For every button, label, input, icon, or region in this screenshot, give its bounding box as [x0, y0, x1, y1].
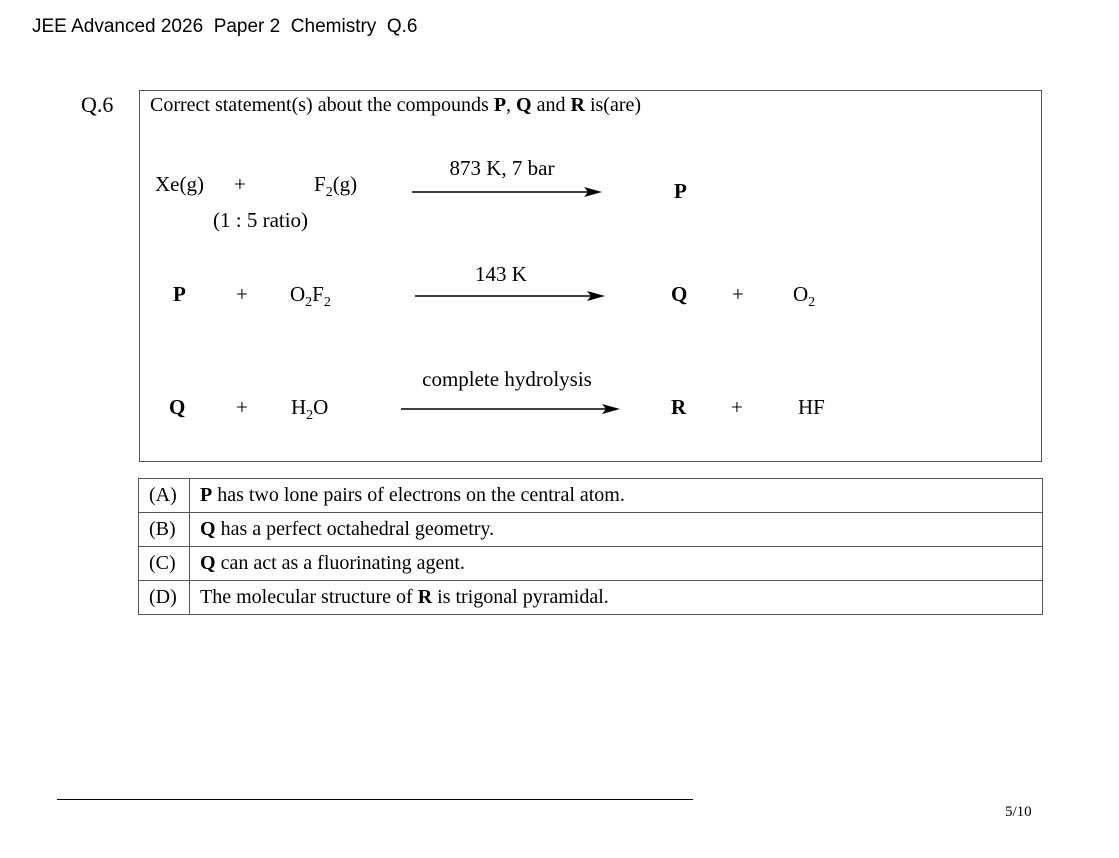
option-label: (B) — [139, 513, 190, 547]
option-row-a[interactable] — [139, 479, 1043, 513]
product-o2: $O_2$ — [793, 282, 816, 311]
option-text: Q can act as a fluorinating agent. — [190, 547, 1043, 581]
reaction-arrow-1 — [412, 185, 604, 199]
reaction-condition-1: 873 K, 7 bar — [449, 156, 555, 180]
reactant-xe: Xe(g) — [155, 172, 204, 196]
option-text: P has two lone pairs of electrons on the central atom. — [190, 479, 1043, 513]
footer-rule — [57, 799, 693, 800]
plus-sign: + — [731, 395, 743, 419]
option-label: (C) — [139, 547, 190, 581]
option-label: (D) — [139, 581, 190, 615]
question-stem: Correct statement(s) about the compounds P, Q and R is(are) — [150, 94, 642, 116]
ratio-note: (1 : 5 ratio) — [213, 208, 309, 232]
option-row-c[interactable] — [139, 547, 1043, 581]
option-text: The molecular structure of R is trigonal pyramidal. — [190, 581, 1043, 615]
product-p: P — [674, 179, 687, 203]
option-row-d[interactable] — [139, 581, 1043, 615]
page-number: 5/10 — [1005, 804, 1032, 820]
plus-sign: + — [234, 172, 246, 196]
option-row-b[interactable] — [139, 513, 1043, 547]
option-label: (A) — [139, 479, 190, 513]
reactant-f2: $F_2(g)$ — [314, 172, 358, 201]
reaction-condition-2: 143 K — [475, 262, 527, 286]
reaction-condition-3: complete hydrolysis — [422, 367, 592, 391]
product-hf: HF — [798, 395, 825, 419]
question-number: Q.6 — [81, 92, 114, 117]
plus-sign: + — [236, 282, 248, 306]
product-r: R — [671, 395, 687, 419]
plus-sign: + — [732, 282, 744, 306]
page-header: JEE Advanced 2026 Paper 2 Chemistry Q.6 — [32, 16, 418, 37]
reactant-p: P — [173, 282, 186, 306]
product-q: Q — [671, 282, 688, 306]
options-table — [138, 478, 1043, 615]
reaction-arrow-2 — [415, 289, 607, 303]
reaction-arrow-3 — [401, 402, 623, 416]
plus-sign: + — [236, 395, 248, 419]
reactant-o2f2: $O_2F_2$ — [290, 282, 331, 311]
reactant-q: Q — [169, 395, 186, 419]
reactant-h2o: $H_2O$ — [291, 395, 329, 424]
option-text: Q has a perfect octahedral geometry. — [190, 513, 1043, 547]
question-box — [139, 90, 1042, 462]
